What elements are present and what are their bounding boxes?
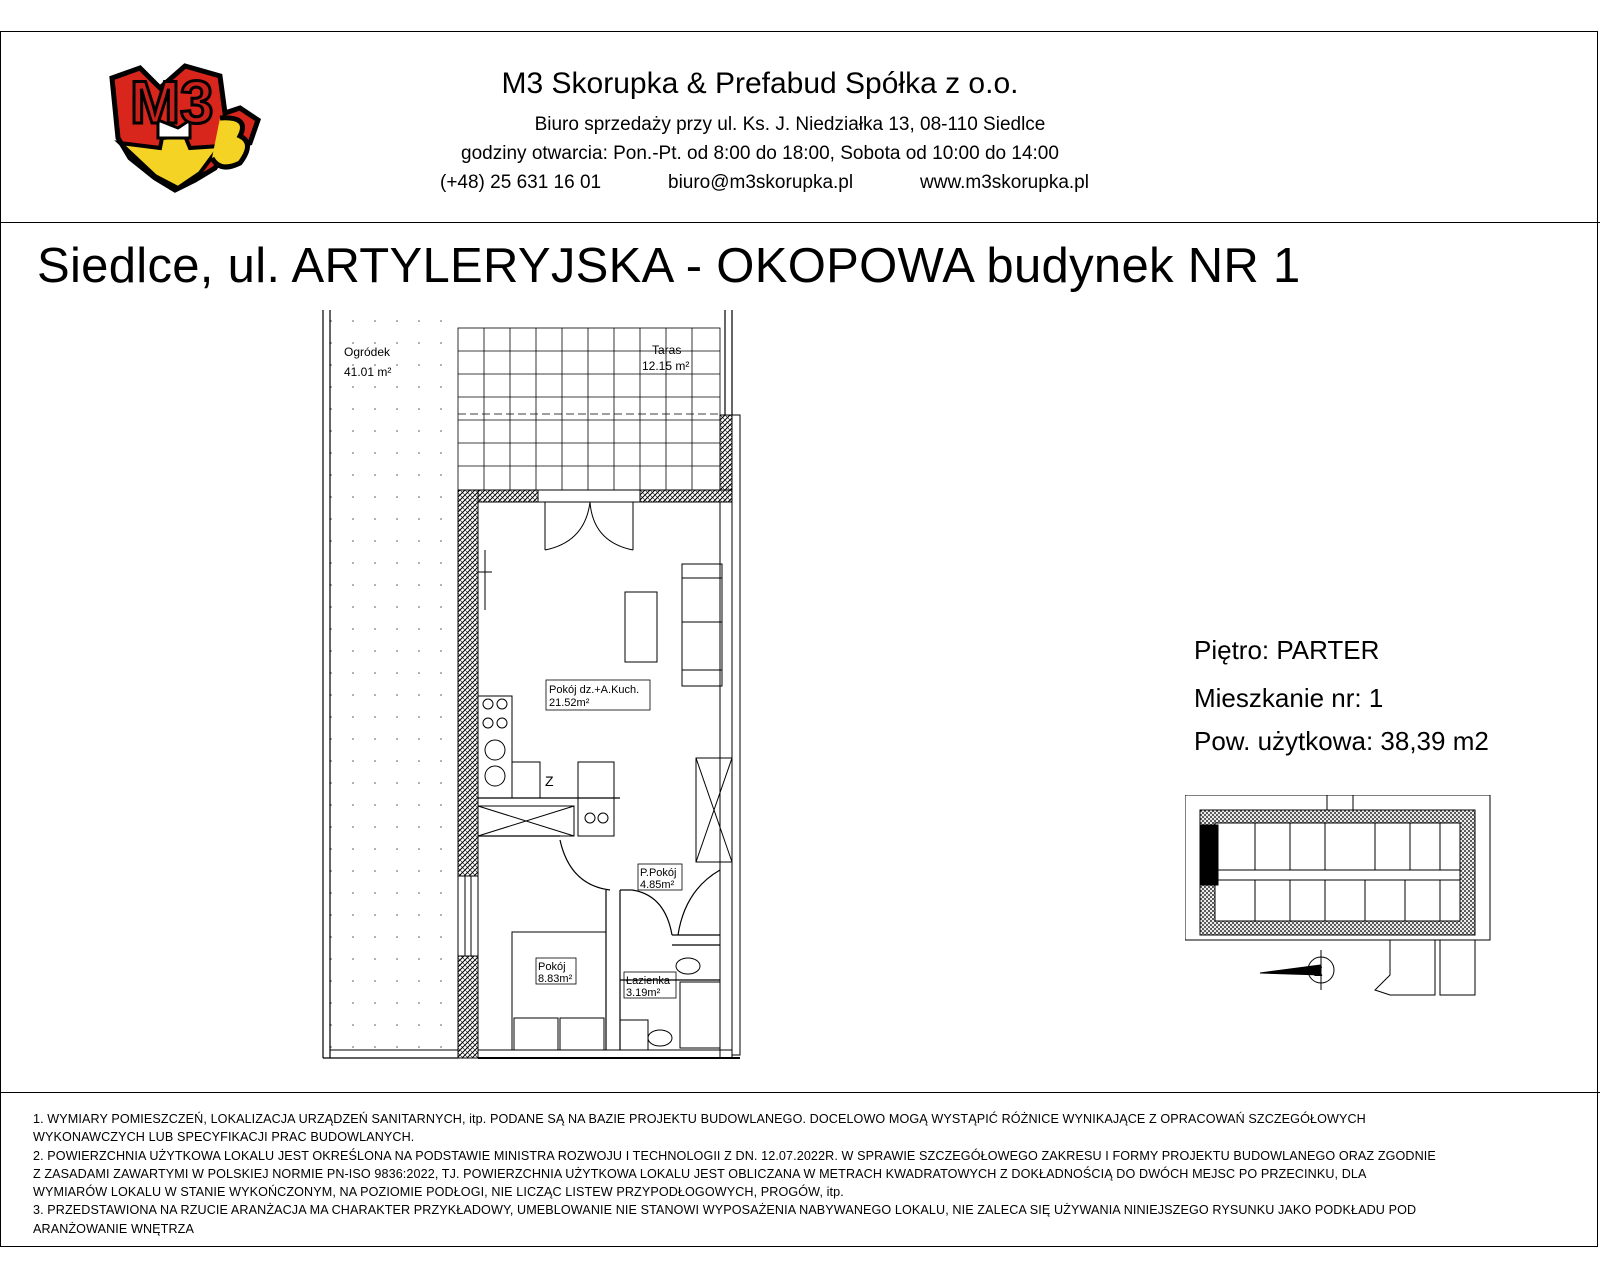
- company-address: Biuro sprzedaży przy ul. Ks. J. Niedziałka 13, 08-110 Siedlce: [534, 114, 1046, 135]
- note-line: 3. PRZEDSTAWIONA NA RZUCIE ARANŻACJA MA CHARAKTER PRZYKŁADOWY, UMEBLOWANIE NIE STANOWI WYPOSAŻENIA NABYWANEGO LOKALU, NIE ZALECA SIĘ UŻYWANIA NINIEJSZEGO RYSUNKU JAKO PODKŁADU POD: [33, 1203, 1417, 1218]
- floor-label: Piętro: PARTER: [1194, 635, 1380, 665]
- apartment-number: Mieszkanie nr: 1: [1194, 683, 1384, 713]
- garden-name: Ogródek: [344, 345, 391, 359]
- furniture: [478, 550, 732, 1050]
- notes: [33, 1110, 1568, 1238]
- garden-area-value: 41.01 m²: [344, 365, 392, 379]
- bathroom-name: Łazienka: [626, 975, 671, 987]
- note-line: WYMIARÓW LOKALU W STANIE WYKOŃCZONYM, NA POZIOMIE PODŁOGI, NIE LICZĄC LISTEW PRZYPODŁOGOWYCH, PROGÓW, itp.: [33, 1185, 844, 1200]
- company-name: M3 Skorupka & Prefabud Spółka z o.o.: [501, 67, 1019, 100]
- terrace-area-value: 12.15 m²: [642, 359, 690, 373]
- page-title: Siedlce, ul. ARTYLERYJSKA - OKOPOWA budynek NR 1: [37, 239, 1301, 293]
- company-phone: (+48) 25 631 16 01: [440, 172, 602, 193]
- building-key-plan: [1185, 795, 1520, 1020]
- room-name: Pokój: [538, 961, 566, 973]
- balcony-door: [538, 490, 640, 550]
- note-line: Z ZASADAMI ZAWARTYMI W POLSKIEJ NORMIE PN-ISO 9836:2022, TJ. POWIERZCHNIA UŻYTKOWA LOKALU JEST OBLICZANA W METRACH KWADRATOWYCH Z DOKŁADNOŚCIĄ DO DWÓCH MEJSC PO PRZECINKU, DLA: [33, 1166, 1367, 1181]
- note-line: WYKONAWCZYCH LUB SPECYFIKACJI PRAC BUDOWLANYCH.: [33, 1130, 415, 1145]
- note-line: 1. WYMIARY POMIESZCZEŃ, LOKALIZACJA URZĄDZEŃ SANITARNYCH, itp. PODANE SĄ NA BAZIE PROJEKTU BUDOWLANEGO. DOCELOWO MOGĄ WYSTĄPIĆ RÓŻNICE WYNIKAJĄCE Z OPRACOWAŃ SZCZEGÓŁOWYCH: [33, 1112, 1366, 1126]
- note-line: ARANŻOWANIE WNĘTRZA: [33, 1221, 194, 1236]
- company-website[interactable]: www.m3skorupka.pl: [920, 172, 1089, 193]
- terrace-name: Taras: [652, 343, 682, 357]
- hall-name: P.Pokój: [640, 867, 677, 879]
- header-divider: [0, 222, 1600, 223]
- note-line: 2. POWIERZCHNIA UŻYTKOWA LOKALU JEST OKREŚLONA NA PODSTAWIE MINISTRA ROZWOJU I TECHNOLOGII Z DN. 12.07.2022R. W SPRAWIE SZCZEGÓŁOWEGO ZAKRESU I FORMY PROJEKTU BUDOWLANEGO ORAZ ZGODNIE: [33, 1148, 1436, 1163]
- hall-area: 4.85m²: [640, 879, 675, 891]
- floor-plan: [320, 310, 770, 1090]
- svg-text:M3: M3: [130, 69, 214, 136]
- living-room-name: Pokój dz.+A.Kuch.: [549, 684, 640, 696]
- company-email[interactable]: biuro@m3skorupka.pl: [668, 172, 854, 193]
- notes-divider: [0, 1092, 1600, 1093]
- room-area: 8.83m²: [538, 973, 573, 985]
- living-room-area: 21.52m²: [549, 697, 590, 709]
- north-mark: Z: [1314, 963, 1323, 979]
- bathroom-area: 3.19m²: [626, 987, 661, 999]
- fridge-mark: Z: [545, 773, 554, 789]
- usable-area: Pow. użytkowa: 38,39 m2: [1194, 726, 1489, 756]
- garden-area: [323, 310, 732, 1058]
- company-hours: godziny otwarcia: Pon.-Pt. od 8:00 do 18:00, Sobota od 10:00 do 14:00: [461, 143, 1059, 164]
